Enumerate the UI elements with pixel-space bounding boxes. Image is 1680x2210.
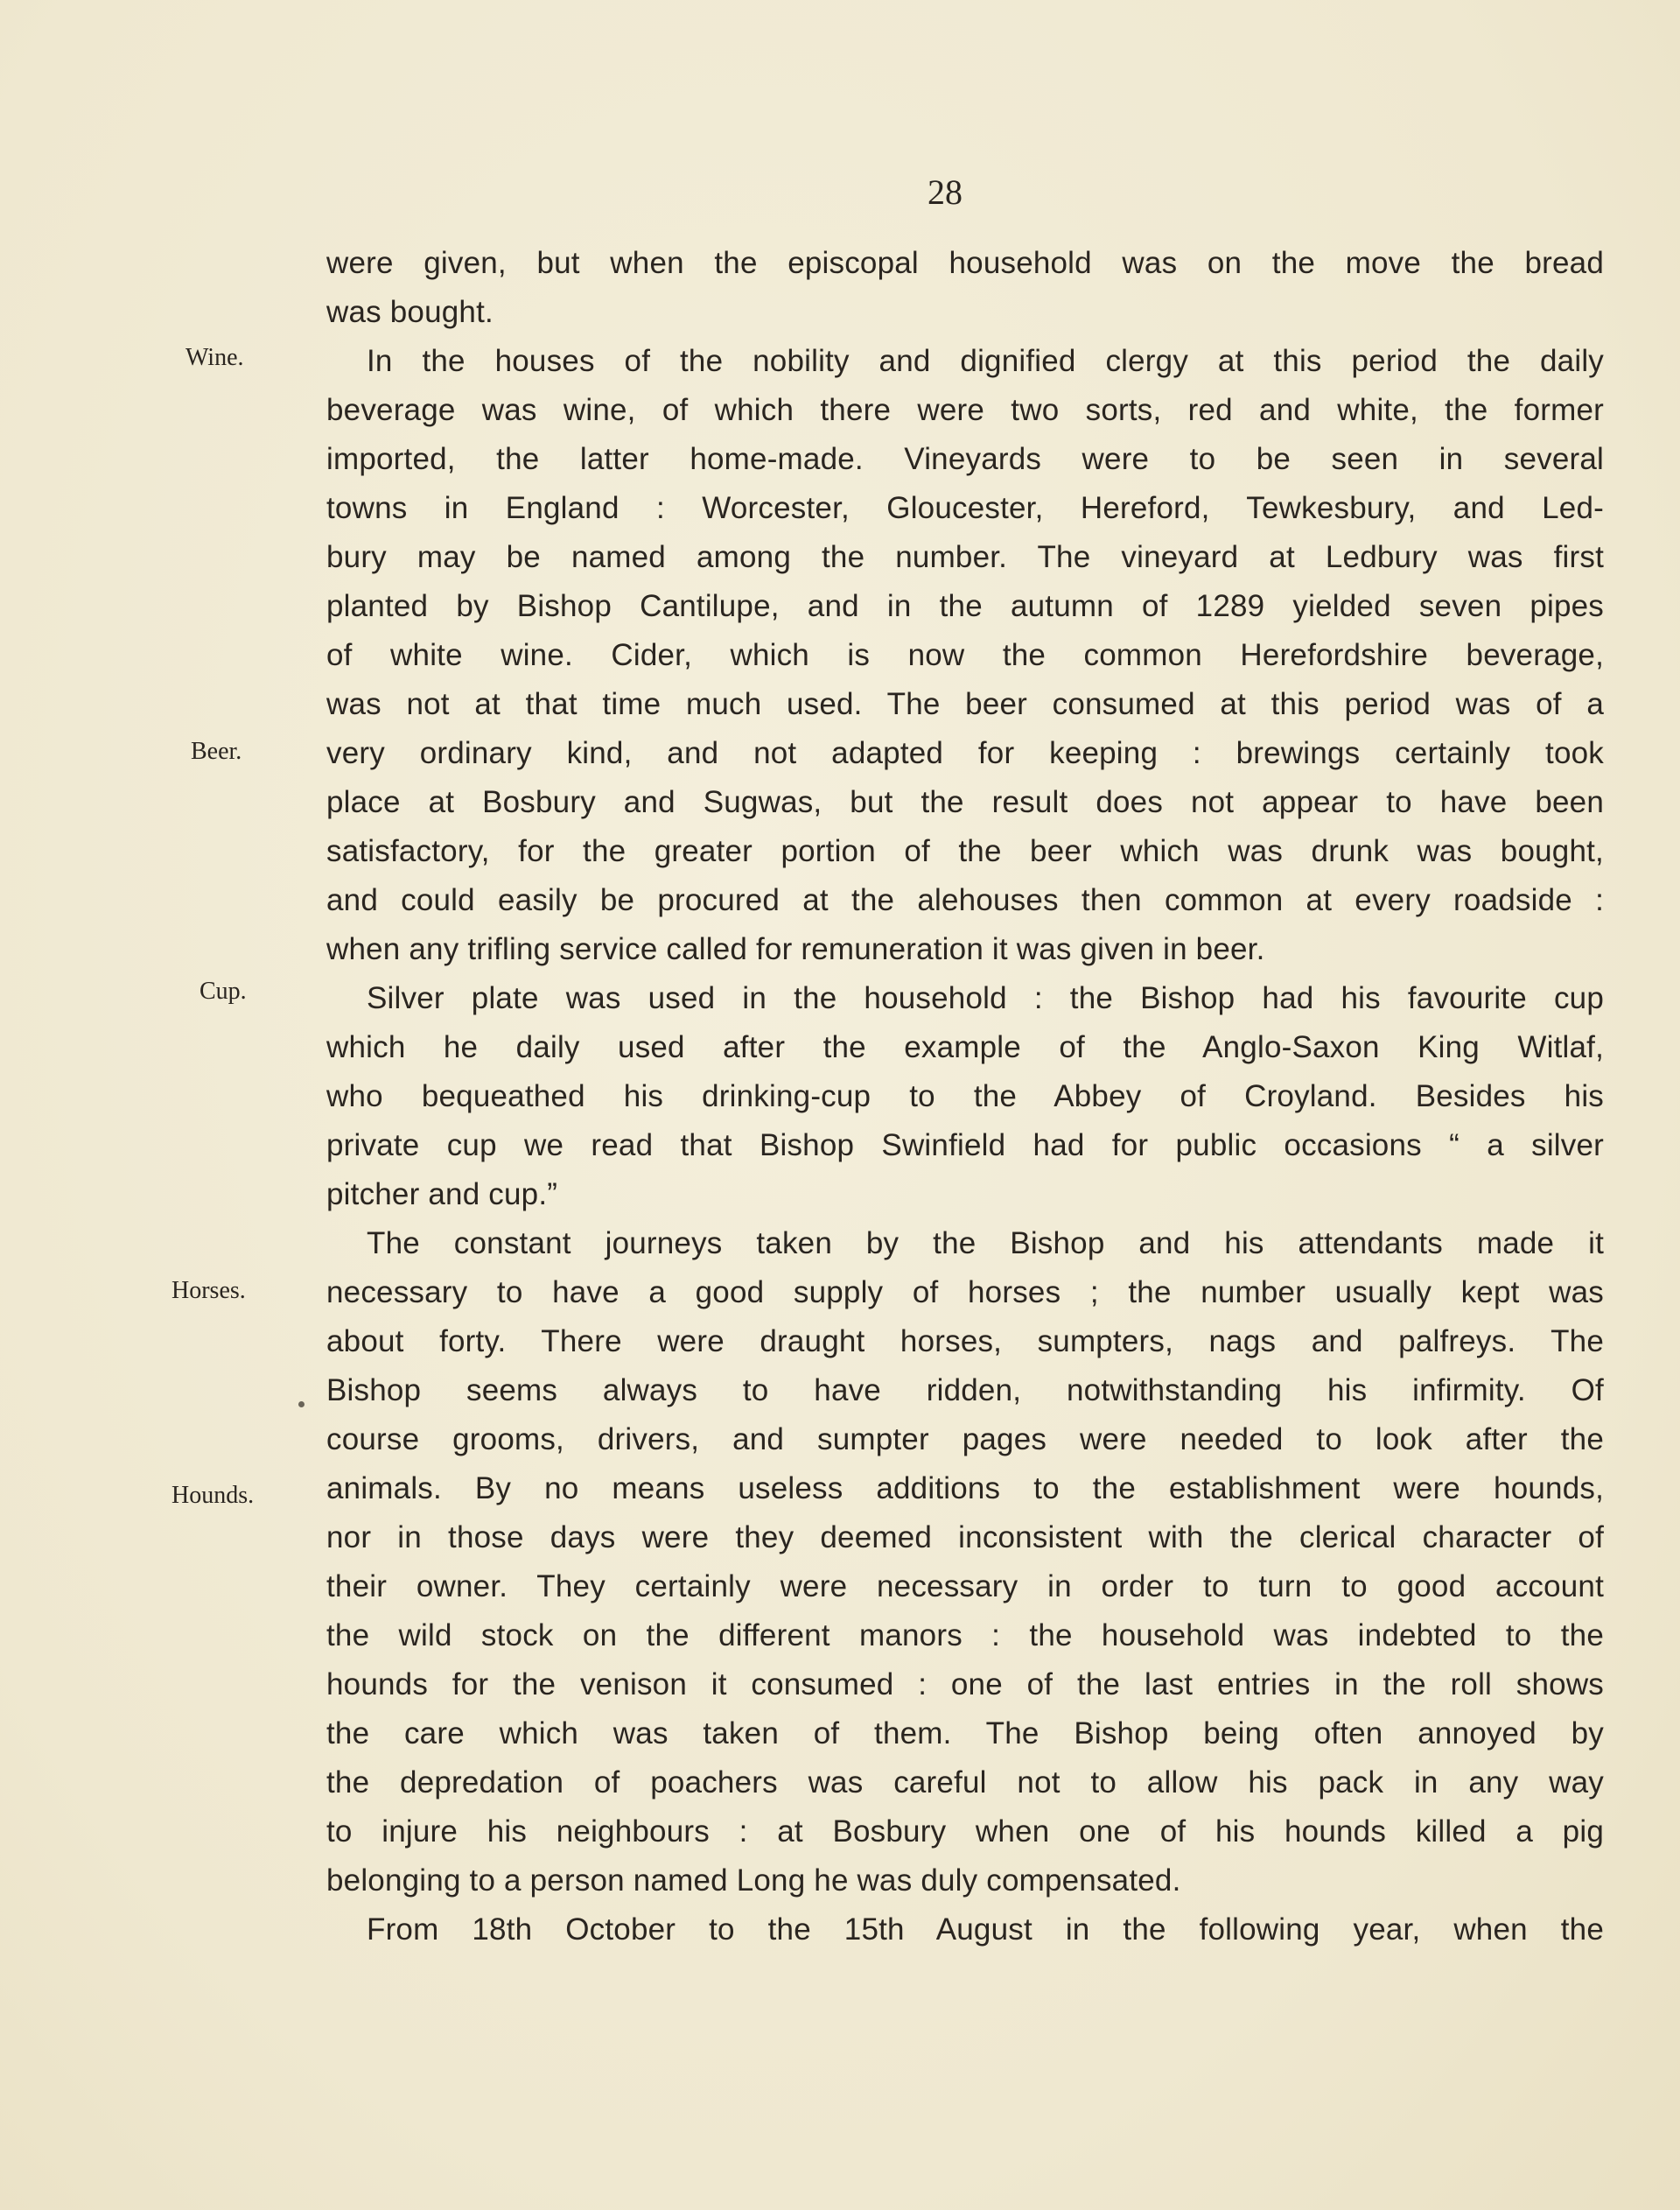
text-line: private cup we read that Bishop Swinfield had for public occasions “ a silver: [326, 1128, 1604, 1162]
text-line: beverage was wine, of which there were two sorts, red and white, the former: [326, 393, 1604, 427]
marginal-note-horses: Horses.: [172, 1277, 246, 1304]
text-line: when any trifling service called for remuneration it was given in beer.: [326, 932, 1265, 966]
text-line: about forty. There were draught horses, sumpters, nags and palfreys. The: [326, 1324, 1604, 1358]
text-line: which he daily used after the example of the Anglo-Saxon King Witlaf,: [326, 1030, 1604, 1064]
page-number: 28: [928, 172, 962, 212]
text-line: were given, but when the episcopal household was on the move the bread: [326, 246, 1604, 280]
text-line: satisfactory, for the greater portion of the beer which was drunk was bought,: [326, 834, 1604, 868]
text-line: planted by Bishop Cantilupe, and in the autumn of 1289 yielded seven pipes: [326, 589, 1604, 623]
marginal-note-beer: Beer.: [191, 738, 242, 765]
text-line: to injure his neighbours : at Bosbury when one of his hounds killed a pig: [326, 1814, 1604, 1849]
text-line: was bought.: [326, 295, 494, 329]
text-line: Bishop seems always to have ridden, notwithstanding his infirmity. Of: [326, 1373, 1604, 1407]
text-line: necessary to have a good supply of horses ; the number usually kept was: [326, 1275, 1604, 1309]
marginal-note-hounds: Hounds.: [172, 1482, 255, 1509]
text-line: nor in those days were they deemed inconsistent with the clerical character of: [326, 1520, 1604, 1554]
text-line: The constant journeys taken by the Bishop and his attendants made it: [367, 1226, 1604, 1260]
text-line: was not at that time much used. The beer consumed at this period was of a: [326, 687, 1604, 721]
text-line: In the houses of the nobility and dignified clergy at this period the daily: [367, 344, 1604, 378]
ink-speck: [298, 1401, 304, 1407]
text-line: their owner. They certainly were necessary in order to turn to good account: [326, 1569, 1604, 1603]
text-line: who bequeathed his drinking-cup to the Abbey of Croyland. Besides his: [326, 1079, 1604, 1113]
body-text: [326, 239, 1604, 1954]
text-line: place at Bosbury and Sugwas, but the result does not appear to have been: [326, 785, 1604, 819]
text-line: pitcher and cup.”: [326, 1177, 558, 1211]
text-line: bury may be named among the number. The vineyard at Ledbury was first: [326, 540, 1604, 574]
text-line: animals. By no means useless additions to the establishment were hounds,: [326, 1471, 1604, 1505]
text-line: the wild stock on the different manors : the household was indebted to the: [326, 1618, 1604, 1652]
text-line: hounds for the venison it consumed : one of the last entries in the roll shows: [326, 1667, 1604, 1701]
text-line: Silver plate was used in the household : the Bishop had his favourite cup: [367, 981, 1604, 1015]
text-line: course grooms, drivers, and sumpter pages were needed to look after the: [326, 1422, 1604, 1456]
marginal-note-cup: Cup.: [200, 978, 247, 1005]
text-line: the care which was taken of them. The Bishop being often annoyed by: [326, 1716, 1604, 1750]
text-line: From 18th October to the 15th August in the following year, when the: [367, 1912, 1604, 1947]
text-line: of white wine. Cider, which is now the common Herefordshire beverage,: [326, 638, 1604, 672]
marginal-note-wine: Wine.: [186, 344, 244, 371]
text-line: the depredation of poachers was careful not to allow his pack in any way: [326, 1765, 1604, 1800]
text-line: and could easily be procured at the alehouses then common at every roadside :: [326, 883, 1604, 917]
text-line: belonging to a person named Long he was duly compensated.: [326, 1863, 1181, 1898]
text-line: imported, the latter home-made. Vineyards were to be seen in several: [326, 442, 1604, 476]
text-line: towns in England : Worcester, Gloucester, Hereford, Tewkesbury, and Led-: [326, 491, 1604, 525]
text-line: very ordinary kind, and not adapted for keeping : brewings certainly took: [326, 736, 1604, 770]
